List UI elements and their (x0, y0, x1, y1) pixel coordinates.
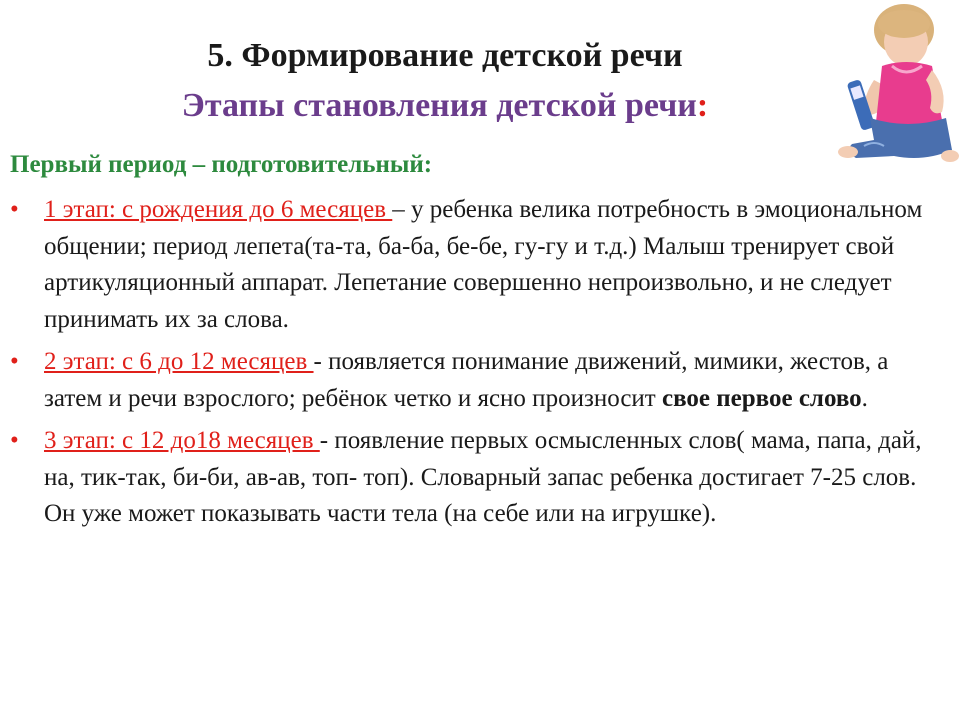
subtitle-colon: : (696, 87, 709, 124)
subtitle-text: Этапы становления детской речи (181, 87, 697, 124)
baby-image (834, 0, 960, 170)
list-item (10, 192, 945, 338)
period-heading: Первый период – подготовительный: (10, 151, 433, 178)
stage-label: 2 этап: с 6 до 12 месяцев (44, 348, 314, 375)
stage-label: 1 этап: с рождения до 6 месяцев (44, 196, 393, 223)
stages-list (10, 192, 945, 539)
stage-bold-text: свое первое слово (661, 384, 862, 412)
list-item (10, 344, 945, 417)
bullet-icon: • (10, 348, 19, 375)
list-item (10, 423, 945, 533)
slide-title: 5. Формирование детской речи (207, 37, 683, 74)
stage-tail: . (861, 384, 868, 412)
bullet-icon: • (10, 427, 19, 454)
stage-label: 3 этап: с 12 до18 месяцев (44, 427, 320, 454)
slide-subtitle (0, 86, 890, 126)
stage-text: - появление первых осмысленных слов( мама, папа, дай, на, тик-так, би-би, ав-ав, топ- топ). Словарный запас ребенка достигает 7-25 слов. Он уже может показывать части тела (на себе или на игрушке). (44, 427, 922, 527)
bullet-icon: • (10, 196, 19, 223)
stage-text: – у ребенка велика потребность в эмоциональном общении; период лепета(та-та, ба-ба, бе-бе, гу-гу и т.д.) Малыш тренирует свой артикуляционный аппарат. Лепетание совершенно непроизвольно, и не следует принимать их за слова. (44, 196, 923, 333)
stage-text: - появляется понимание движений, мимики, жестов, а затем и речи взрослого; ребёнок четко и ясно произносит (44, 348, 889, 412)
